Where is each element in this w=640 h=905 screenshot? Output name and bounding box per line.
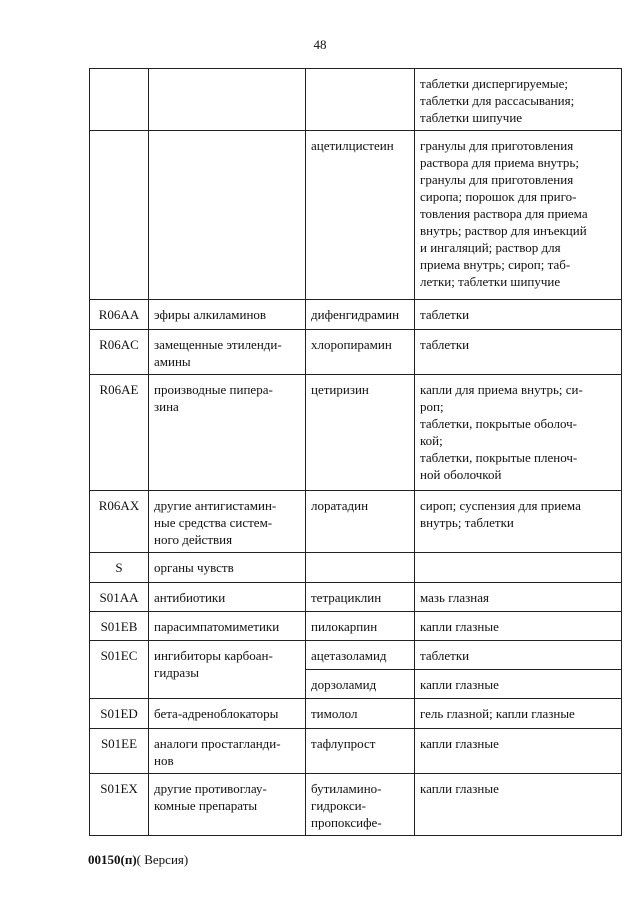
dosage-form: капли глазные [415, 612, 622, 641]
dosage-form: капли глазные [415, 774, 622, 836]
drug-name: пилокарпин [306, 612, 415, 641]
pharm-group: антибиотики [149, 583, 306, 612]
atc-code: S01EB [90, 612, 149, 641]
dosage-form: капли для приема внутрь; си- роп; таблетки, покрытые оболоч- кой; таблетки, покрытые пленоч- ной оболочкой [415, 375, 622, 491]
table-row [90, 330, 622, 375]
atc-code: S01EC [90, 641, 149, 699]
pharm-group [149, 69, 306, 131]
atc-code: R06AE [90, 375, 149, 491]
dosage-form: мазь глазная [415, 583, 622, 612]
pharm-group: бета-адреноблокаторы [149, 699, 306, 729]
pharm-group: производные пипера- зина [149, 375, 306, 491]
pharm-group: ингибиторы карбоан- гидразы [149, 641, 306, 699]
drug-table [89, 68, 622, 836]
atc-code: S01EE [90, 729, 149, 774]
table-row [90, 774, 622, 836]
drug-name [306, 69, 415, 131]
dosage-form: таблетки диспергируемые; таблетки для рассасывания; таблетки шипучие [415, 69, 622, 131]
pharm-group: другие антигистамин- ные средства систем- ного действия [149, 491, 306, 553]
table-row [90, 491, 622, 553]
version-label: ( Версия) [136, 852, 189, 867]
atc-code: S01ED [90, 699, 149, 729]
pharm-group: органы чувств [149, 553, 306, 583]
pharm-group [149, 131, 306, 300]
atc-code: S01AA [90, 583, 149, 612]
drug-name: лоратадин [306, 491, 415, 553]
dosage-form: таблетки [415, 330, 622, 375]
dosage-form: гель глазной; капли глазные [415, 699, 622, 729]
drug-name: тетрациклин [306, 583, 415, 612]
dosage-form: капли глазные [415, 670, 622, 699]
pharm-group: замещенные этиленди- амины [149, 330, 306, 375]
drug-name: дорзоламид [306, 670, 415, 699]
atc-code [90, 131, 149, 300]
drug-name: ацетазоламид [306, 641, 415, 670]
drug-name: тимолол [306, 699, 415, 729]
dosage-form: капли глазные [415, 729, 622, 774]
pharm-group: эфиры алкиламинов [149, 300, 306, 330]
drug-name [306, 553, 415, 583]
table-row [90, 612, 622, 641]
pharm-group: аналоги простагланди- нов [149, 729, 306, 774]
table-row [90, 729, 622, 774]
table-row [90, 553, 622, 583]
atc-code: R06AC [90, 330, 149, 375]
dosage-form: гранулы для приготовления раствора для приема внутрь; гранулы для приготовления сиропа; порошок для приго- товления раствора для приема внутрь; раствор для инъекций и ингаляций; раствор для приема внутрь; сироп; таб- летки; таблетки шипучие [415, 131, 622, 300]
table-row [90, 375, 622, 491]
table-row [90, 131, 622, 300]
table-row [90, 69, 622, 131]
drug-name: тафлупрост [306, 729, 415, 774]
drug-name: бутиламино- гидрокси- пропоксифе- [306, 774, 415, 836]
page-number: 48 [313, 37, 327, 52]
drug-name: хлоропирамин [306, 330, 415, 375]
table-row [90, 641, 622, 670]
table-row [90, 699, 622, 729]
atc-code: S [90, 553, 149, 583]
table-row [90, 583, 622, 612]
dosage-form: таблетки [415, 641, 622, 670]
atc-code: R06AX [90, 491, 149, 553]
drug-name: ацетилцистеин [306, 131, 415, 300]
atc-code: S01EX [90, 774, 149, 836]
dosage-form: таблетки [415, 300, 622, 330]
atc-code: R06AA [90, 300, 149, 330]
table-row [90, 300, 622, 330]
document-code: 00150(п) [88, 852, 137, 867]
drug-name: цетиризин [306, 375, 415, 491]
pharm-group: парасимпатомиметики [149, 612, 306, 641]
atc-code [90, 69, 149, 131]
footer [88, 852, 188, 868]
drug-name: дифенгидрамин [306, 300, 415, 330]
dosage-form: сироп; суспензия для приема внутрь; таблетки [415, 491, 622, 553]
pharm-group: другие противоглау- комные препараты [149, 774, 306, 836]
dosage-form [415, 553, 622, 583]
